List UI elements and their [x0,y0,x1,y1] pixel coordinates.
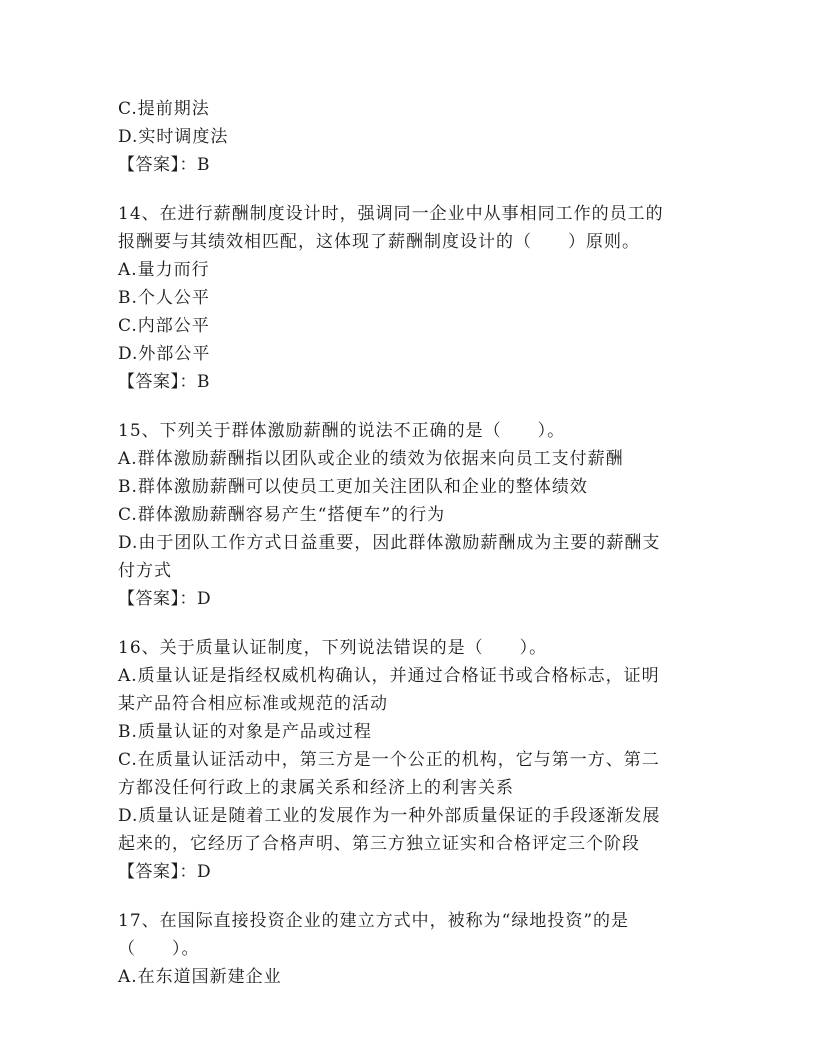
text-line: B.群体激励薪酬可以使员工更加关注团队和企业的整体绩效 [118,477,588,497]
paragraph-gap [118,886,708,907]
text-line: B.个人公平 [118,288,210,308]
paragraph-gap [118,396,708,417]
text-line: 方都没任何行政上的隶属关系和经济上的利害关系 [118,778,514,798]
text-line: 报酬要与其绩效相匹配，这体现了薪酬制度设计的（ ）原则。 [118,232,640,252]
text-line: 起来的，它经历了合格声明、第三方独立证实和合格评定三个阶段 [118,834,640,854]
paragraph-gap [118,613,708,634]
answer-line: 【答案】：B [118,155,210,175]
text-line: 14、在进行薪酬制度设计时，强调同一企业中从事相同工作的员工的 [118,204,664,224]
text-line: 某产品符合相应标准或规范的活动 [118,694,388,714]
text-line: A.在东道国新建企业 [118,967,282,987]
text-line: A.质量认证是指经权威机构确认，并通过合格证书或合格标志，证明 [118,666,660,686]
text-line: D.由于团队工作方式日益重要，因此群体激励薪酬成为主要的薪酬支 [118,533,661,553]
answer-line: 【答案】：D [118,589,212,609]
exam-questions [118,95,708,991]
text-line: 付方式 [118,561,172,581]
text-line: D.外部公平 [118,344,211,364]
text-line: D.实时调度法 [118,127,229,147]
text-line: 16、关于质量认证制度，下列说法错误的是（ ）。 [118,638,548,658]
answer-line: 【答案】：B [118,372,210,392]
text-line: D.质量认证是随着工业的发展作为一种外部质量保证的手段逐渐发展 [118,806,661,826]
text-line: A.量力而行 [118,260,210,280]
paragraph-gap [118,179,708,200]
text-line: 17、在国际直接投资企业的建立方式中，被称为“绿地投资”的是 [118,911,630,931]
text-line: C.提前期法 [118,99,210,119]
text-line: B.质量认证的对象是产品或过程 [118,722,372,742]
text-line: 15、下列关于群体激励薪酬的说法不正确的是（ ）。 [118,421,566,441]
text-line: C.内部公平 [118,316,210,336]
text-line: （ ）。 [118,939,200,959]
text-line: C.在质量认证活动中，第三方是一个公正的机构，它与第一方、第二 [118,750,660,770]
text-line: A.群体激励薪酬指以团队或企业的绩效为依据来向员工支付薪酬 [118,449,624,469]
text-line: C.群体激励薪酬容易产生“搭便车”的行为 [118,505,446,525]
answer-line: 【答案】：D [118,862,212,882]
